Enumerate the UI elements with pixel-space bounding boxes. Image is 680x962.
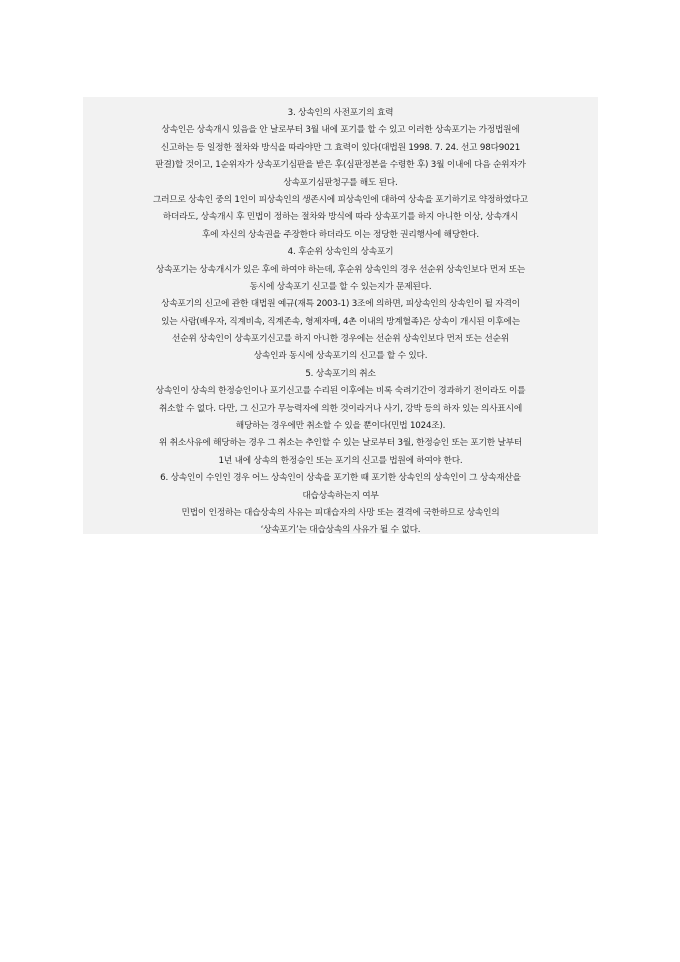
paragraph-line: 동시에 상속포기 신고를 할 수 있는지가 문제된다. [249,281,432,292]
paragraph-line: 민법이 인정하는 대습상속의 사유는 피대습자의 사망 또는 결격에 국한하므로 상속인의 [181,507,500,518]
section-heading-6-cont: 대습상속하는지 여부 [302,490,379,501]
paragraph-line: 그러므로 상속인 중의 1인이 피상속인의 생존시에 피상속인에 대하여 상속을 포기하기로 약정하였다고 [152,194,528,205]
paragraph-line: 위 취소사유에 해당하는 경우 그 취소는 추인할 수 있는 날로부터 3월, 한정승인 또는 포기한 날부터 [158,438,523,449]
paragraph-line: 판결)할 것이고, 1순위자가 상속포기심판을 받은 후(심판정본을 수령한 후) 3월 이내에 다음 순위자가 [155,160,526,171]
section-heading-4: 4. 후순위 상속인의 상속포기 [287,247,394,258]
paragraph-line: 후에 자신의 상속권을 주장한다 하더라도 이는 정당한 권리행사에 해당한다. [201,229,479,240]
paragraph-line: 상속포기심판청구를 해도 된다. [283,177,398,188]
text-block [83,97,598,534]
section-heading-3: 3. 상속인의 사전포기의 효력 [287,108,394,118]
section-heading-5: 5. 상속포기의 취소 [305,368,376,379]
paragraph-line: 상속인이 상속의 한정승인이나 포기신고를 수리된 이후에는 비록 숙려기간이 경과하기 전이라도 이를 [155,386,526,397]
paragraph-line: 해당하는 경우에만 취소할 수 있을 뿐이다(민법 1024조). [235,421,446,432]
paragraph-line: 하더라도, 상속개시 후 민법이 정하는 절차와 방식에 따라 상속포기를 하지 아니한 이상, 상속개시 [162,212,519,223]
paragraph-line: 신고하는 등 일정한 절차와 방식을 따라야만 그 효력이 있다(대법원 1998. 7. 24. 선고 98다9021 [160,142,521,153]
paragraph-line: 상속인은 상속개시 있음을 안 날로부터 3월 내에 포기를 할 수 있고 이러한 상속포기는 가정법원에 [161,125,520,136]
section-heading-6: 6. 상속인이 수인인 경우 어느 상속인이 상속을 포기한 때 포기한 상속인의 상속인이 그 상속재산을 [160,473,521,484]
paragraph-line: 취소할 수 없다. 다만, 그 신고가 무능력자에 의한 것이라거나 사기, 강박 등의 하자 있는 의사표시에 [158,403,523,414]
paragraph-line: 상속포기는 상속개시가 있은 후에 하여야 하는데, 후순위 상속인의 경우 선순위 상속인보다 먼저 또는 [155,264,526,275]
paragraph-line: 1년 내에 상속의 한정승인 또는 포기의 신고를 법원에 하여야 한다. [218,455,463,466]
paragraph-line: 상속인과 동시에 상속포기의 신고를 할 수 있다. [253,351,428,362]
paragraph-line: 상속포기의 신고에 관한 대법원 예규(재특 2003-1) 3조에 의하면, 피상속인의 상속인이 될 자격이 [161,299,520,310]
paragraph-line: 선순위 상속인이 상속포기신고를 하지 아니한 경우에는 선순위 상속인보다 먼저 또는 선순위 [172,334,509,345]
paragraph-line: ‘상속포기’는 대습상속의 사유가 될 수 없다. [260,525,421,536]
paragraph-line: 있는 사람(배우자, 직계비속, 직계존속, 형제자매, 4촌 이내의 방계혈족)은 상속이 개시된 이후에는 [161,316,520,327]
